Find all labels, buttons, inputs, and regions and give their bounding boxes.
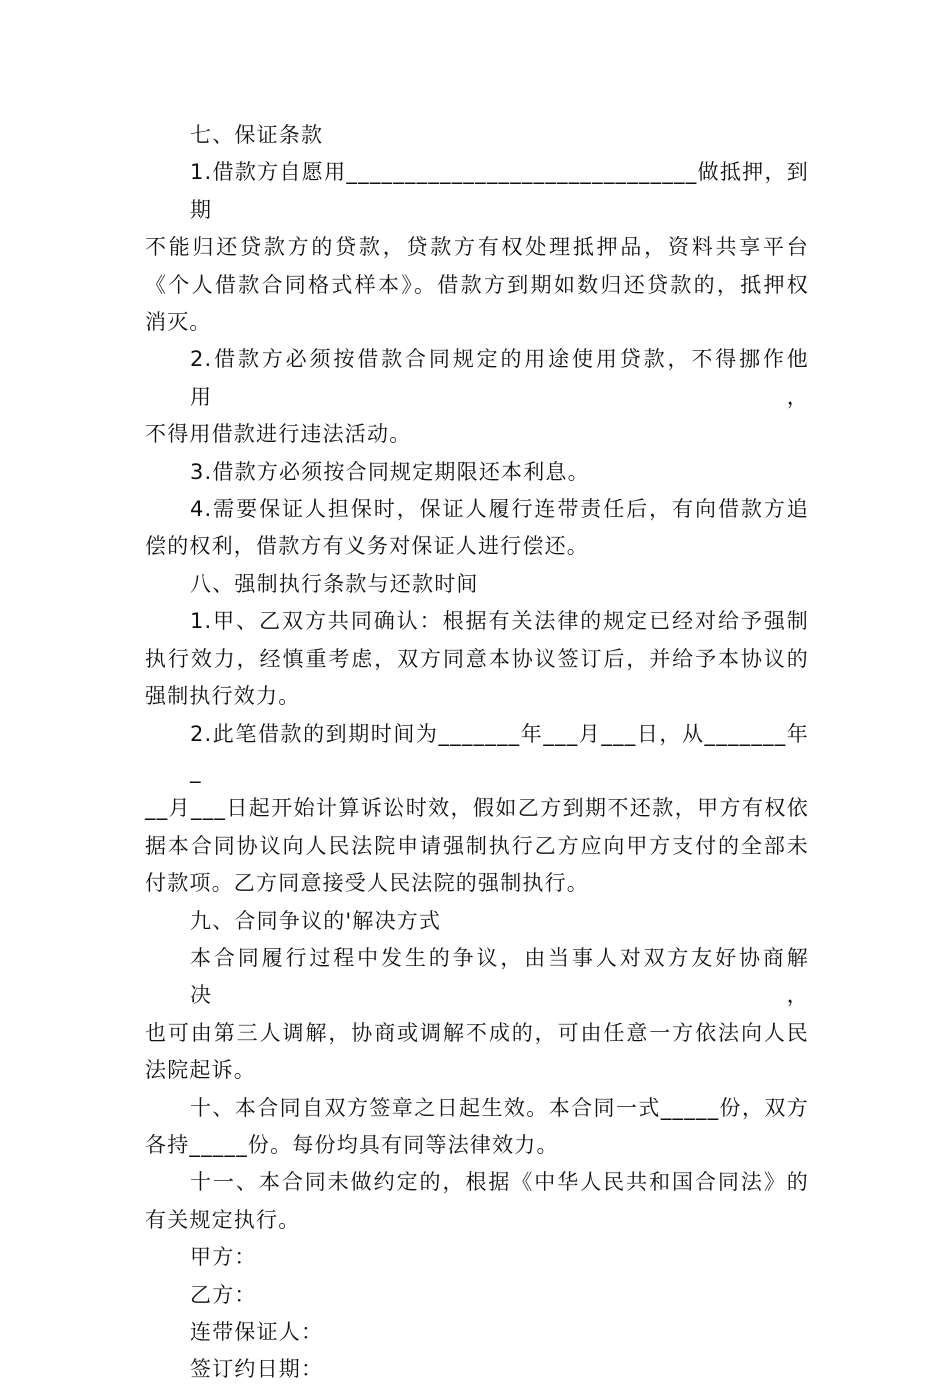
section-9-line-1: 本合同履行过程中发生的争议，由当事人对双方友好协商解决， xyxy=(190,945,809,1008)
section-10-line-1: 十、本合同自双方签章之日起生效。本合同一式_____份，双方 xyxy=(190,1095,809,1120)
clause-8-2-line-2: __月___日起开始计算诉讼时效，假如乙方到期不还款，甲方有权依 xyxy=(145,796,809,821)
clause-7-3: 3.借款方必须按合同规定期限还本利息。 xyxy=(190,459,590,484)
section-10-line-2: 各持_____份。每份均具有同等法律效力。 xyxy=(145,1132,559,1157)
clause-7-1-line-1: 1.借款方自愿用______________________________做抵押，到期 xyxy=(190,160,809,222)
section-9-heading: 九、合同争议的'解决方式 xyxy=(190,908,442,933)
clause-8-2-line-1: 2.此笔借款的到期时间为_______年___月___日，从_______年_ xyxy=(190,721,809,783)
signature-party-a: 甲方： xyxy=(190,1245,257,1270)
clause-7-4-line-1: 4.需要保证人担保时，保证人履行连带责任后，有向借款方追 xyxy=(190,497,809,522)
section-8-heading: 八、强制执行条款与还款时间 xyxy=(190,571,479,596)
section-9-line-2: 也可由第三人调解，协商或调解不成的，可由任意一方依法向人民 xyxy=(145,1020,809,1045)
clause-7-2-line-1: 2.借款方必须按借款合同规定的用途使用贷款，不得挪作他用， xyxy=(190,347,809,409)
document-body xyxy=(145,117,809,1389)
section-11-line-2: 有关规定执行。 xyxy=(145,1207,301,1232)
section-11-line-1: 十一、本合同未做约定的，根据《中华人民共和国合同法》的 xyxy=(190,1170,809,1195)
clause-8-2-line-4: 付款项。乙方同意接受人民法院的强制执行。 xyxy=(145,871,589,896)
clause-7-2-line-2: 不得用借款进行违法活动。 xyxy=(145,422,412,447)
clause-8-1-line-3: 强制执行效力。 xyxy=(145,684,301,709)
section-9-line-3: 法院起诉。 xyxy=(145,1058,256,1083)
clause-8-2-line-3: 据本合同协议向人民法院申请强制执行乙方应向甲方支付的全部未 xyxy=(145,833,809,858)
clause-7-1-line-3: 《个人借款合同格式样本》。借款方到期如数归还贷款的，抵押权 xyxy=(145,272,809,297)
clause-7-1-line-2: 不能归还贷款方的贷款，贷款方有权处理抵押品，资料共享平台 xyxy=(145,235,809,260)
clause-7-1-line-4: 消灭。 xyxy=(145,310,212,335)
signature-date: 签订约日期： xyxy=(190,1357,324,1382)
signature-party-b: 乙方： xyxy=(190,1282,257,1307)
signature-guarantor: 连带保证人： xyxy=(190,1320,324,1344)
clause-7-4-line-2: 偿的权利，借款方有义务对保证人进行偿还。 xyxy=(145,534,589,559)
clause-8-1-line-2: 执行效力，经慎重考虑，双方同意本协议签订后，并给予本协议的 xyxy=(145,646,809,671)
clause-8-1-line-1: 1.甲、乙双方共同确认：根据有关法律的规定已经对给予强制 xyxy=(190,609,809,634)
section-7-heading: 七、保证条款 xyxy=(190,123,324,147)
